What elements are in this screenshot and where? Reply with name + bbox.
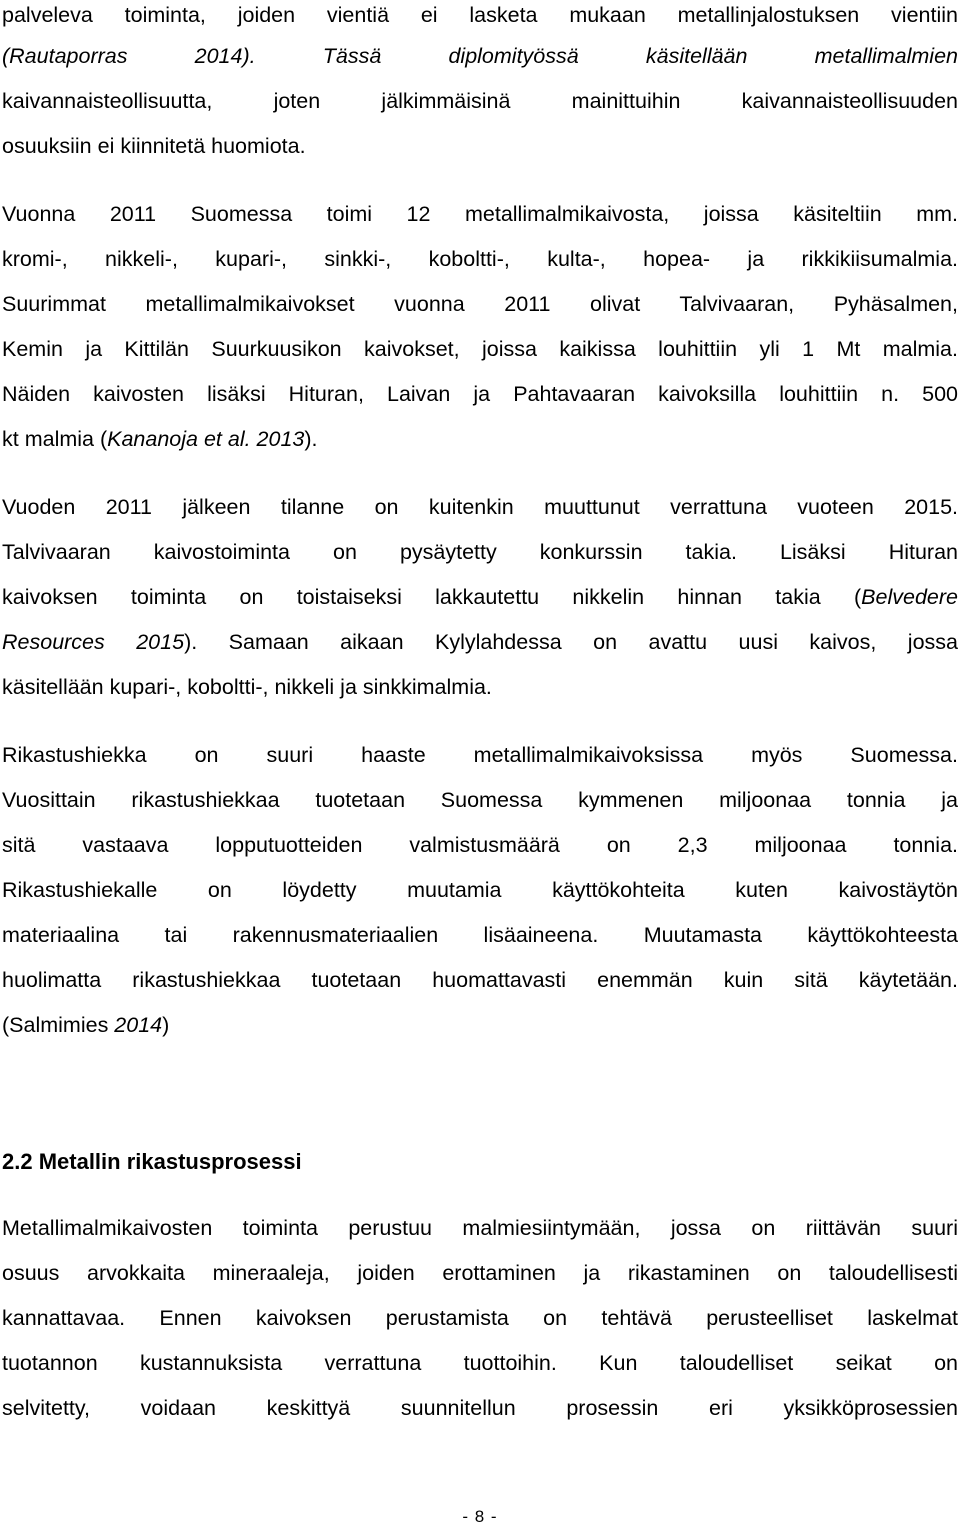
text-line: osuuksiin ei kiinnitetä huomiota. [2,134,306,158]
text-line: käsitellään kupari-, koboltti-, nikkeli ja sinkkimalmia. [2,675,492,699]
text-line: kaivannaisteollisuutta, joten jälkimmäisinä mainittuihin kaivannaisteollisuuden [2,89,958,113]
text-line: huolimatta rikastushiekkaa tuotetaan huomattavasti enemmän kuin sitä käytetään. [2,968,958,992]
text-line: kt malmia (Kananoja et al. 2013). [2,427,318,451]
section-heading: 2.2 Metallin rikastusprosessi [2,1149,302,1174]
text-line: sitä vastaava lopputuotteiden valmistusmäärä on 2,3 miljoonaa tonnia. [2,833,958,857]
text-line: kannattavaa. Ennen kaivoksen perustamista on tehtävä perusteelliset laskelmat [2,1306,958,1330]
text-line: selvitetty, voidaan keskittyä suunnitellun prosessin eri yksikköprosessien [2,1396,958,1420]
text-line: Vuoden 2011 jälkeen tilanne on kuitenkin muuttunut verrattuna vuoteen 2015. [2,495,958,519]
text-line: Rikastushiekka on suuri haaste metallimalmikaivoksissa myös Suomessa. [2,743,958,767]
text-line [2,41,958,71]
text-line: kromi-, nikkeli-, kupari-, sinkki-, koboltti-, kulta-, hopea- ja rikkikiisumalmia. [2,247,958,271]
text-line: Vuosittain rikastushiekkaa tuotetaan Suomessa kymmenen miljoonaa tonnia ja [2,788,958,812]
text-line: Metallimalmikaivosten toiminta perustuu malmiesiintymään, jossa on riittävän suuri [2,1216,958,1240]
text-line: osuus arvokkaita mineraaleja, joiden erottaminen ja rikastaminen on taloudellisesti [2,1261,958,1285]
text-line: Kemin ja Kittilän Suurkuusikon kaivokset, joissa kaikissa louhittiin yli 1 Mt malmia. [2,337,958,361]
text-line: Suurimmat metallimalmikaivokset vuonna 2011 olivat Talvivaaran, Pyhäsalmen, [2,292,958,316]
text-line: palveleva toiminta, joiden vientiä ei lasketa mukaan metallinjalostuksen vientiin [2,3,958,27]
text-line: Näiden kaivosten lisäksi Hituran, Laivan ja Pahtavaaran kaivoksilla louhittiin n. 500 [2,382,958,406]
text-line: kaivoksen toiminta on toistaiseksi lakkautettu nikkelin hinnan takia (Belvedere [2,585,958,609]
text-line: Resources 2015). Samaan aikaan Kylylahdessa on avattu uusi kaivos, jossa [2,630,958,654]
text-line: Vuonna 2011 Suomessa toimi 12 metallimalmikaivosta, joissa käsiteltiin mm. [2,202,958,226]
text-line: Rikastushiekalle on löydetty muutamia käyttökohteita kuten kaivostäytön [2,878,958,902]
page-number: - 8 - [462,1507,498,1526]
citation-italic: (Rautaporras 2014). Tässä diplomityössä käsitellään metallimalmien [2,44,958,68]
text-line: materiaalina tai rakennusmateriaalien lisäaineena. Muutamasta käyttökohteesta [2,923,958,947]
text-line: tuotannon kustannuksista verrattuna tuottoihin. Kun taloudelliset seikat on [2,1351,958,1375]
text-line: Talvivaaran kaivostoiminta on pysäytetty konkurssin takia. Lisäksi Hituran [2,540,958,564]
text-line: (Salmimies 2014) [2,1013,170,1037]
